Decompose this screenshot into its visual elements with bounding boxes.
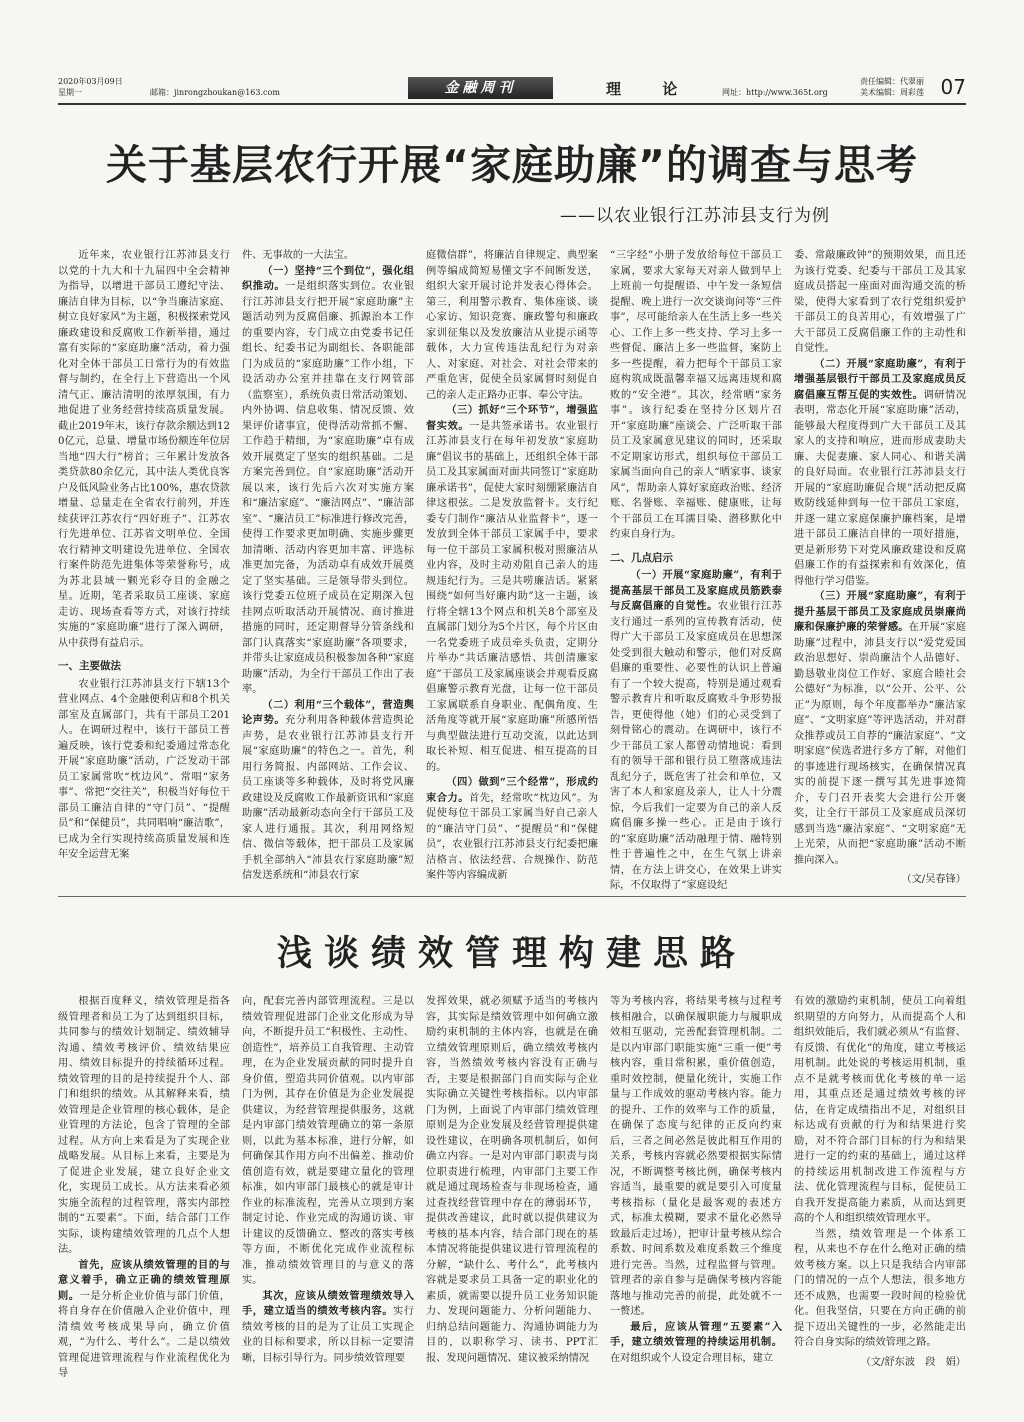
article2-col-1 [58, 994, 230, 1382]
masthead-logo: 金融周刊 [408, 77, 553, 99]
article-divider [58, 896, 966, 897]
article2-col-5 [794, 994, 966, 1382]
article1-col-5 [794, 248, 967, 885]
paragraph: 在开展“家庭助廉”过程中，沛县支行以“爱党爱国政治思想好、崇尚廉洁个人品德好、勤恳敬业岗位工作好、家庭合睦社会公德好”为标准，以“公开、公平、公正”为原则，每个年度都举办“廉洁家庭”、“文明家庭”等评选活动，并对群众推荐或员工自荐的“廉洁家庭”、“文明家庭”侯选者进行多方了解，对他们的事迹进行现场核实，在确保情况真实的前提下逐一撰写其先进事迹简介，专门召开表奖大会进行公开褒奖，让全行干部员工及家庭成员深切感到当选“廉洁家庭”、“文明家庭”无上光荣，从而把“家庭助廉”活动不断推向深入。 [794, 622, 966, 866]
paragraph: 首先，经常吹“枕边风”。为促使每位干部员工家属当好自己亲人的“廉洁守门员”、“提醒员”和“保健员”，农业银行江苏沛县支行纪委把廉洁格言、依法经营、合规操作、防范案件等内容编成新 [426, 792, 599, 881]
paragraph: 等为考核内容，将结果考核与过程考核相融合，以确保履职能力与履职成效相互驱动，完善配套管理机制。二是以内审部门职能实施“三重一便”考核内容，重目常积累，重价值创造，重时效控制，便量化统计，实施工作量与工作成效的驱动考核内容。能力的提升、工作的效率与工作的质量，在确保了态度与纪律的正反向约束后，三者之间必然是彼此相互作用的关系，考核内容就必然要根据实际情况，不断调整考核比例，确保考核内容适当，最重要的就是要引入可度量考核指标（量化是最客观的表述方式，标准太模糊，要求不量化必然导致最后走过场），把审计量考核从综合系数、时间系数及难度系数三个维度进行完善。当然，过程监督与管理。管理者的亲自参与是确保考核内容能落地与推动完善的前提，此处就不一一赘述。 [610, 996, 782, 1317]
chief-editor: 责任编辑：代翠丽 [860, 77, 924, 86]
website-text: 网址：http://www.365t.org [722, 88, 828, 97]
article1-subtitle: ——以农业银行江苏沛县支行为例 [560, 206, 830, 226]
subheading: （三）抓好“三个环节”，增强监督实效。 [426, 404, 598, 432]
paragraph: 向，配套完善内部管理流程。三是以绩效管理促进部门企业文化形成为导向，不断提升员工“积极性、主动性、创造性”，培养员工自我管理、主动管理，在为企业发展贡献的同时提升自身价值，塑造共同价值观。以内审部门为例，其存在价值是为企业发展提供建议，为经营管理提供服务，这就是内审部门绩效管理确立的第一条原则，以此为基本标准，进行分解，如何确保其作用方向不出偏差、推动价值创造有效，就是要建立量化的管理标准，如内审部门最核心的就是审计作业的标准流程，完善从立项到方案制定讨论、作业完成的沟通访谈、审计建议的反馈确立、整改的落实考核等方面，不断优化完成作业流程标准，推动绩效管理目的与意义的落实。 [242, 996, 414, 1286]
article1-signature: （文/吴春锋） [901, 874, 966, 885]
paragraph: 充分利用各种载体营造舆论声势，是农业银行江苏沛县支行开展“家庭助廉”的特色之一。首先，利用行务简报、内部网站、工作会议、员工座谈等多种载体，及时将党风廉政建设及反腐败工作最新资讯和“家庭助廉”活动最新动态向全行干部员工及家人进行通报。其次，利用网络短信、微信等载体，把干部员工及家属手机全部纳入“沛县农行家庭助廉”短信发送系统和“沛县农行家 [242, 715, 415, 881]
article1-col-1 [58, 248, 230, 874]
subheading: 其次，应该从绩效管理绩效导入手，建立适当的绩效考核内容。 [242, 1289, 414, 1317]
article2-col-4 [610, 994, 782, 1382]
article2-col-2 [242, 994, 414, 1382]
paragraph: 在对组织或个人设定合理目标，建立 [610, 1352, 773, 1364]
paragraph: 调研情况表明，常态化开展“家庭助廉”活动，能够最大程度得到广大干部员工及其家人的支持和响应，进而形成妻助夫廉、夫促妻廉、家人同心、和谐关满的良好局面。农业银行江苏沛县支行开展的“家庭助廉促合规”活动把反腐败防线延伸到每一位干部员工家庭，并逐一建立家庭保廉护廉档案，是增进干部员工廉洁自律的一项好措施，更是新形势下对党风廉政建设和反腐倡廉工作的有益探索和有效深化，值得他行学习借鉴。 [794, 389, 967, 587]
article2-signature: （文/舒东波 段 娟） [860, 1356, 966, 1368]
email-text: 邮箱：jinrongzhoukan@163.com [150, 88, 280, 97]
article2-body [58, 994, 966, 1382]
section-heading: 一、主要做法 [58, 660, 121, 672]
article2-col-3 [426, 994, 598, 1382]
paragraph: 近年来，农业银行江苏沛县支行以党的十九大和十九届四中全会精神为指导，以增进干部员工遵纪守法、廉洁自律为目标，以“争当廉洁家庭、树立良好家风”为主题，积极探索党风廉政建设和反腐败工作新举措，通过富有实际的“家庭助廉”活动，着力强化对全体干部员工日常行为的有效监督与制约，在全行上下营造出一个风清气正、廉洁清明的浓厚氛围，有力地促进了业务经营持续高质量发展。截止2019年末，该行存款余额达到120亿元，总量、增量市场份额连年位居当地“四大行”榜首；三年累计发放各类贷款80余亿元，其中法人类优良客户及低风险业务占比100%，惠农贷款增量、总量走在全省农行前列，并连续获评江苏农行“四好班子”、江苏农行先进单位、江苏省文明单位、全国农行精神文明建设先进单位、全国农行案件防范先进集体等荣誉称号，成为苏北县域一颗光彩夺目的金融之星。近期，笔者采取员工座谈、家庭走访、现场查看等方式，对该行持续实施的“家庭助廉”进行了深入调研，从中获得有益启示。 [58, 250, 230, 649]
paragraph: 一是组织落实到位。农业银行江苏沛县支行把开展“家庭助廉”主题活动列为反腐倡廉、抓源治本工作的重要内容，专门成立由党委书记任组长、纪委书记为副组长、各职能部门为成员的“家庭助廉”工作小组，下设活动办公室并挂靠在支行网管部（监察室），系统负责日常活动策划、内外协调、信息收集、情况反馈、效果评价诸事宜，使得活动常抓不懈、工作趋于精细，为“家庭助廉”卓有成效开展奠定了坚实的组织基础。二是方案完善到位。自“家庭助廉”活动开展以来，该行先后六次对实施方案和“廉洁家庭”、“廉洁网点”、“廉洁部室”、“廉洁员工”标准进行修改完善，使得工作要求更加明确、实施步骤更加清晰、活动内容更加丰富、评选标准更加完备，为活动卓有成效开展奠定了坚实基础。三是领导带头到位。该行党委五位班子成员在定期深入包挂网点听取活动开展情况、商讨推进措施的同时，还定期督导分管条线和部门认真落实“家庭助廉”各项要求，并带头让家庭成员积极参加各种“家庭助廉”活动，为全行干部员工作出了表率。 [242, 281, 415, 695]
paragraph: 实行绩效考核的目的是为了让员工实现企业的目标和要求，所以目标一定要清晰，目标引导行为。同步绩效管理要 [242, 1306, 415, 1364]
paragraph: 发挥效果，就必须赋予适当的考核内容，其实际是绩效管理中如何确立激励约束机制的主体内容，也就是在确立绩效管理原则后，确立绩效考核内容，当然绩效考核内容没有正确与否，主要是根据部门自而实际与企业实际确立关键性考核指标。以内审部门为例，上面说了内审部门绩效管理原则是为企业发展及经营管理提供建设性建议，在明确各项机制后，如何确立内容。一是对内审部门职责与岗位职责进行梳理，内审部门主要工作就是通过现场检查与非现场检查，通过查找经营管理中存在的薄弱环节，提供改善建议，此时就以提供建议为考核的基本内容，结合部门现在的基本情况将能提供建议进行管理流程的分解，“缺什么、考什么”，此考核内容就是要求员工具备一定的职业化的素质，就需要以提升员工业务知识能力、发现问题能力、分析问题能力、归纳总结问题能力、沟通协调能力为目的，以职称学习、读书、PPT汇报、发现问题情况、建议被采纳情况 [426, 996, 598, 1364]
article1-col-4 [610, 248, 782, 891]
article1-col-2 [242, 248, 415, 881]
subheading: （一）开展“家庭助廉”，有利于提高基层干部员工及家庭成员筋跌泰与反腐倡廉的自觉性。 [610, 569, 782, 612]
paragraph: 庭微信群”，将廉洁自律规定、典型案例等编成简短易懂文字不间断发送，组织大家开展讨论并发表心得体会。第三，利用警示教育、集体座谈、谈心家访、知识竞赛、廉政警句和廉政家训征集以及发放廉洁从业提示函等载体，大力宣传违法乱纪行为对亲人、对家庭、对社会、对社会带来的严重危害，促使全员家属督时刻促自己的亲人走正路办正事、奉公守法。 [426, 250, 598, 401]
paragraph: 一是共签承诺书。农业银行江苏沛县支行在每年初发放“家庭助廉”倡议书的基础上，还组织全体干部员工及其家属面对面共同签订“家庭助廉承诺书”，促使大家时刻绷紧廉洁自律这根弦。二是发放监督卡。支行纪委专门制作“廉洁从业监督卡”，逐一发放到全体干部员工家属手中，要求每一位干部员工家属积极对照廉洁从业内容，及时主动劝阻自己亲人的违规违纪行为。三是共唠廉洁话。紧紧围绕“如何当好廉内助”这一主题，该行将全辖13个网点和机关8个部室及直属部门划分为5个片区，每个片区由一名党委班子成员牵头负责，定期分片举办“共话廉洁感悟、共创清廉家庭”干部员工及家属座谈会并观看反腐倡廉警示教育光盘，让每一位干部员工家属联系自身职业、配偶角度、生活角度等就开展“家庭助廉”所感所悟与典型做法进行互动交流，以此达到取长补短、相互促进、相互提高的目的。 [426, 420, 599, 773]
section-heading: 二、几点启示 [610, 551, 673, 564]
header-rule [58, 103, 966, 105]
weekday-text: 星期一 [58, 88, 82, 97]
subheading: （三）开展“家庭助廉”，有利于提升基层干部员工及家庭成员崇廉尚廉和保廉护廉的荣誉感。 [794, 590, 966, 633]
paragraph: 委、常敲廉政钟”的预期效果，而且还为该行党委、纪委与干部员工及其家庭成员搭起一座面对面沟通交流的桥梁，使得大家看到了农行党组织爱护干部员工的良苦用心，有效增强了广大干部员工反腐倡廉工作的主动性和自觉性。 [794, 250, 966, 354]
article2-title: 浅谈绩效管理构建思路 [276, 934, 747, 974]
article1-col-3 [426, 248, 599, 881]
article1-title: 关于基层农行开展“家庭助廉”的调查与思考 [106, 141, 918, 189]
paragraph: 当然，绩效管理是一个体系工程，从来也不存在什么绝对正确的绩效考核方案。以上只是我结合内审部门的情况的一点个人想法，很多地方还不成熟，也需要一段时间的检验优化。但我坚信，只要在方向正确的前提下迈出关键性的一步，必然能走出符合自身实际的绩效管理之路。 [794, 1228, 966, 1348]
paragraph: 根据百度释义，绩效管理是指各级管理者和员工为了达到组织目标，共同参与的绩效计划制定、绩效辅导沟通、绩效考核评价、绩效结果应用、绩效目标提升的持续循环过程。绩效管理的目的是持续提升个人、部门和组织的绩效。从其解释来看，绩效管理是企业管理的核心载体，是企业管理的方法论，包含了管理的全部过程。从方向上来看是为了实现企业战略发展。从目标上来看，主要是为了促进企业发展，建立良好企业文化，实现员工成长。从方法来看必须实施全流程的过程管理，落实内部控制的“五要素”。下面，结合部门工作实际，谈构建绩效管理的几点个人想法。 [58, 996, 230, 1255]
page-number: 07 [940, 75, 966, 99]
subheading: 首先，应该从绩效管理的目的与意义着手，确立正确的绩效管理原则。 [58, 1258, 230, 1302]
section-name: 理 论 [606, 80, 696, 98]
subheading: （二）利用“三个载体”，营造舆论声势。 [242, 698, 414, 726]
paragraph: 农业银行江苏沛县支行下辖13个营业网点、4个金融便利店和8个机关部室及直属部门，共有干部员工201人。在调研过程中，该行干部员工普遍反映，该行党委和纪委通过常态化开展“家庭助廉”活动，广泛发动干部员工家属常吹“枕边风”、常唱“家务事”、常把“交往关”，积极当好每位干部员工廉洁自律的“守门员”、“提醒员”和“保健员”，共同唱响“廉洁歌”，已成为全行实现持续高质量发展和连年安全运营无案 [58, 678, 230, 860]
art-editor: 美术编辑：周彩莲 [860, 88, 924, 97]
subheading: （四）做到“三个经常”，形成约束合力。 [426, 776, 598, 804]
issue-date [58, 76, 123, 98]
paragraph: 农业银行江苏支行通过一系列的宣传教育活动，使得广大干部员工及家庭成员在思想深处受到很大触动和警示，他们对反腐倡廉的重要性、必要性的认识上普遍有了一个较大提高，特别是通过观看警示教育片和听取反腐败斗争形势报告，更使得他（她）们的心灵受到了刻骨铭心的震动。在调研中，该行不少干部员工家人都曾动情地说：看到有的领导干部和银行员工堕落成违法乱纪分子，既危害了社会和单位，又害了本人和家庭及亲人，让人十分震惊，今后我们一定要为自己的亲人反腐倡廉多操一些心。正是由于该行的“家庭助廉”活动融理于情、融特别性于普遍性之中，在生气氛上讲亲情，在方法上讲交心，在效果上讲实际，不仅取得了“家庭设纪 [610, 601, 782, 891]
page-header [58, 74, 966, 102]
subheading: （二）开展“家庭助廉”，有利于增强基层银行干部员工及家庭成员反腐倡廉互帮互促的实效性。 [794, 357, 966, 401]
paragraph: 有效的激励约束机制，使员工向着组织期望的方向努力，从而提高个人和组织效能后，我们就必须从“有监督、有反馈、有优化”的角度，建立考核运用机制。此处说的考核运用机制，重点不是就考核而优化考核的单一运用，其重点还是通过绩效考核的评估，在肯定成绩指出不足，对组织目标达成有贡献的行为和结果进行奖励，对不符合部门目标的行为和结果进行一定的约束的基础上，通过这样的持续运用机制改进工作流程与方法、优化管理流程与目标，促使员工自我开发提高能力素质，从而达到更高的个人和组织绩效管理水平。 [794, 996, 966, 1224]
paragraph: 件、无事故的一大法宝。 [242, 250, 355, 261]
article1-body [58, 248, 967, 891]
editors-block [860, 76, 924, 98]
date-text: 2020年03月09日 [58, 77, 123, 86]
paragraph: 一是分析企业价值与部门价值，将自身存在价值融入企业价值中，理清绩效考核成果导向，确立价值观，“为什么、考什么”。二是以绩效管理促进管理流程与作业流程优化为导 [58, 1290, 231, 1379]
paragraph: “三字经”小册子发放给每位干部员工家属，要求大家每天对亲人做到早上上班前一句提醒语、中午发一条短信提醒、晚上进行一次交谈询问等“三件事”，尽可能给亲人在生活上多一些关心、工作上多一些支持、学习上多一些督促、廉洁上多一些监督，案防上多一些提醒，着力把每个干部员工家庭构筑成既温馨幸福又远离违规和腐败的“安全港”。其次，经常晒“家务事”。该行纪委在坚持分区划片召开“家庭助廉”座谈会、广泛听取干部员工及家属意见建议的同时，还采取不定期家访形式，组织每位干部员工家属当面向自己的亲人“晒家事、谈家风”，帮助亲人算好家庭政治账、经济账、名誉账、幸福账、健康账，让每个干部员工在耳濡目染、潜移默化中约束自身行为。 [610, 250, 782, 540]
subheading: 最后，应该从管理“五要素”入手，建立绩效管理的持续运用机制。 [610, 1320, 782, 1348]
subheading: （一）坚持“三个到位”，强化组织推动。 [242, 264, 414, 292]
